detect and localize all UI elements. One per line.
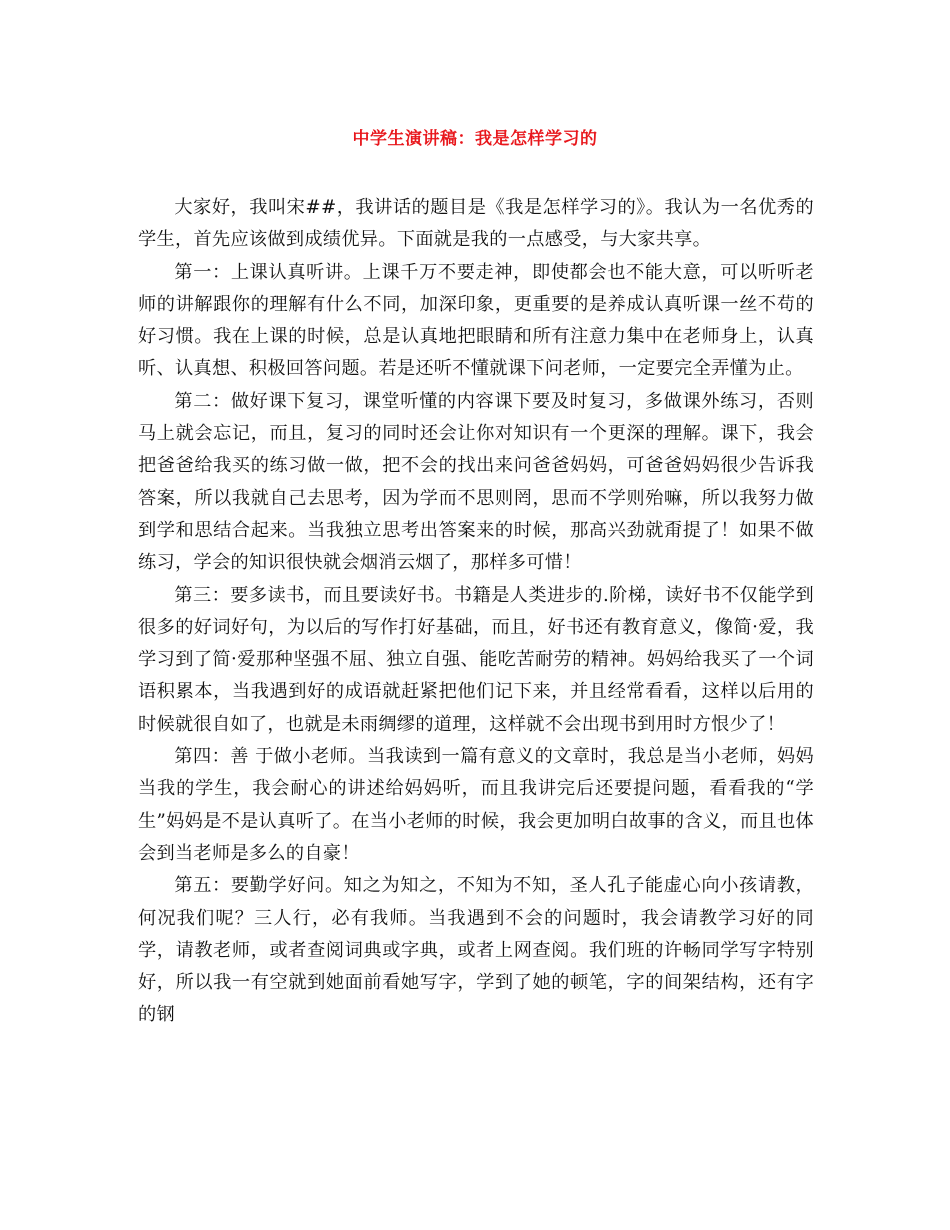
document-body — [138, 192, 814, 1032]
paragraph-point-three: 第三：要多读书，而且要读好书。书籍是人类进步的.阶梯，读好书不仅能学到很多的好词好句，为以后的写作打好基础，而且，好书还有教育意义，像简·爱，我学习到了简·爱那种坚强不屈、独立自强、能吃苦耐劳的精神。妈妈给我买了一个词语积累本，当我遇到好的成语就赶紧把他们记下来，并且经常看看，这样以后用的时候就很自如了，也就是未雨绸缪的道理，这样就不会出现书到用时方恨少了！ — [138, 584, 814, 735]
paragraph-point-one: 第一：上课认真听讲。上课千万不要走神，即使都会也不能大意，可以听听老师的讲解跟你的理解有什么不同，加深印象，更重要的是养成认真听课一丝不苟的好习惯。我在上课的时候，总是认真地把眼睛和所有注意力集中在老师身上，认真听、认真想、积极回答问题。若是还听不懂就课下问老师，一定要完全弄懂为止。 — [138, 261, 814, 380]
paragraph-point-four: 第四：善 于做小老师。当我读到一篇有意义的文章时，我总是当小老师，妈妈当我的学生，我会耐心的讲述给妈妈听，而且我讲完后还要提问题，看看我的“学生”妈妈是不是认真听了。在当小老师的时候，我会更加明白故事的含义，而且也体会到当老师是多么的自豪！ — [138, 746, 814, 864]
paragraph-greeting: 大家好，我叫宋##，我讲话的题目是《我是怎样学习的》。我认为一名优秀的学生，首先应该做到成绩优异。下面就是我的一点感受，与大家共享。 — [138, 197, 814, 251]
paragraph-point-five: 第五：要勤学好问。知之为知之，不知为不知，圣人孔子能虚心向小孩请教，何况我们呢？三人行，必有我师。当我遇到不会的问题时，我会请教学习好的同学，请教老师，或者查阅词典或字典，或者上网查阅。我们班的许畅同学写字特别好，所以我一有空就到她面前看她写字，学到了她的顿笔，字的间架结构，还有字的钢 — [138, 875, 814, 1026]
document-title: 中学生演讲稿：我是怎样学习的 — [352, 129, 598, 149]
paragraph-point-two: 第二：做好课下复习，课堂听懂的内容课下要及时复习，多做课外练习，否则马上就会忘记，而且，复习的同时还会让你对知识有一个更深的理解。课下，我会把爸爸给我买的练习做一做，把不会的找出来问爸爸妈妈，可爸爸妈妈很少告诉我答案，所以我就自己去思考，因为学而不思则罔，思而不学则殆嘛，所以我努力做到学和思结合起来。当我独立思考出答案来的时候，那高兴劲就甭提了！如果不做练习，学会的知识很快就会烟消云烟了，那样多可惜！ — [138, 390, 814, 574]
